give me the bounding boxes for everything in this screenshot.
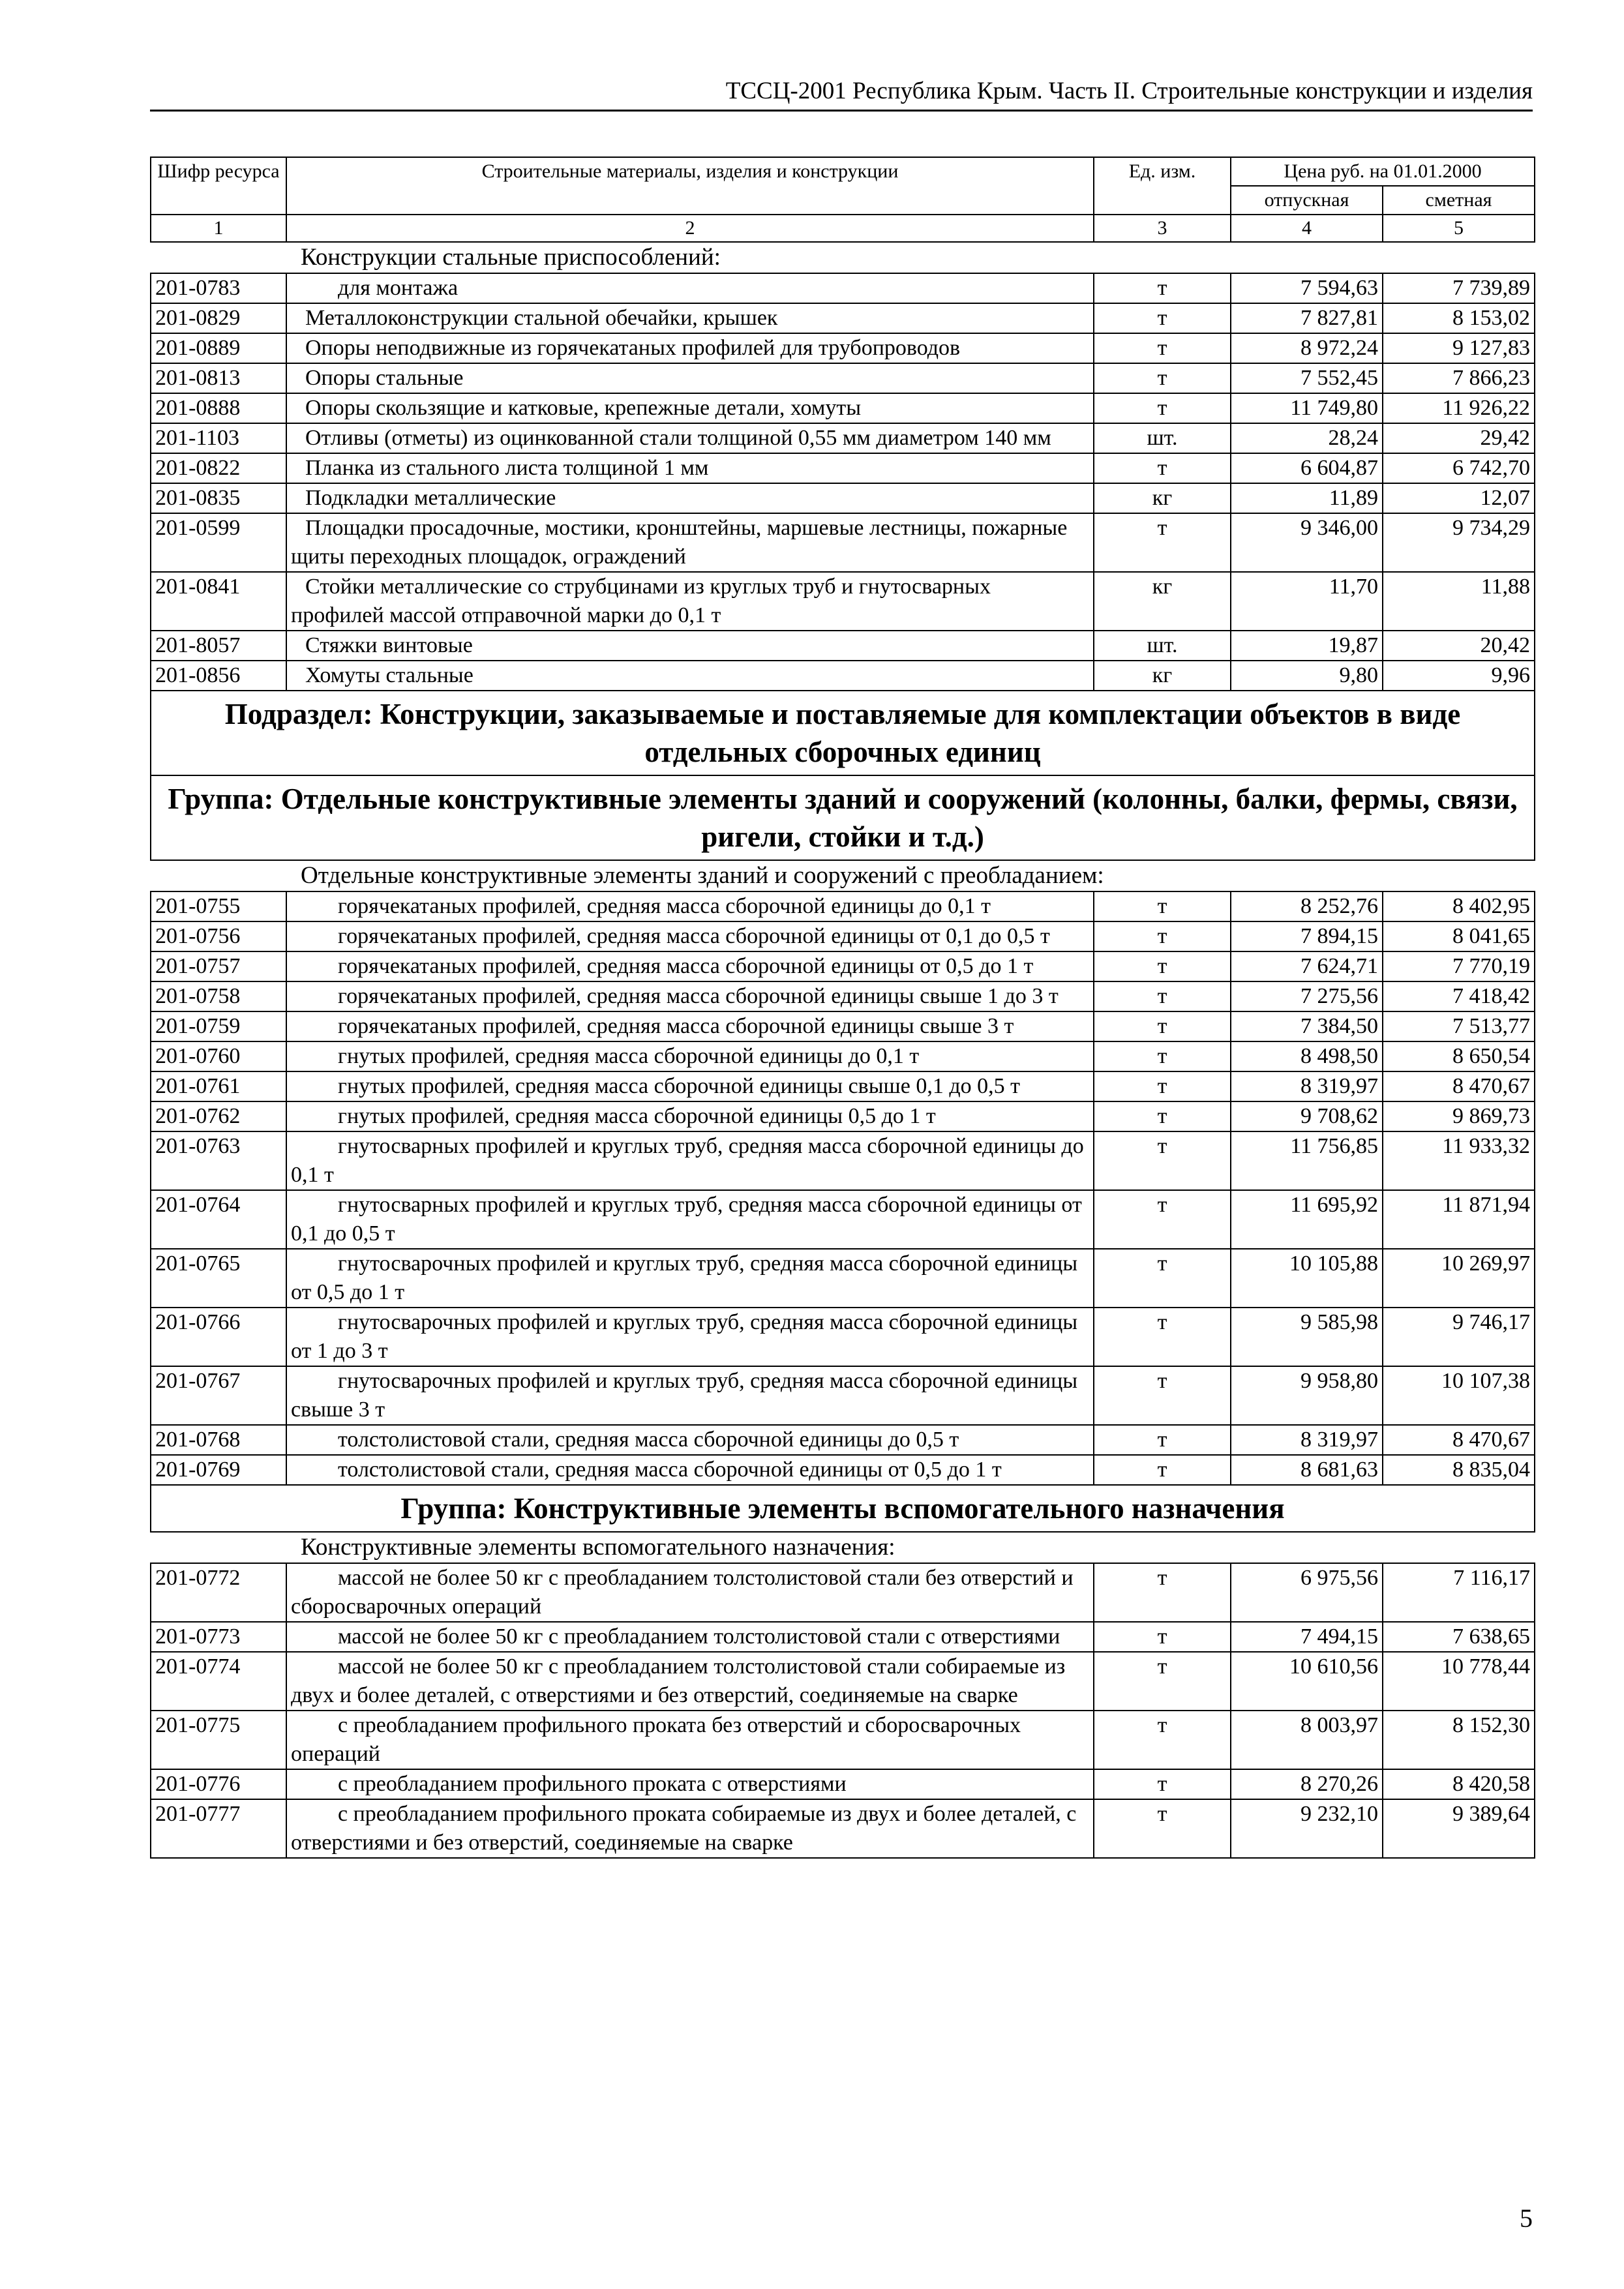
table-row [151,1190,1535,1249]
category-row [151,242,1535,273]
release-price: 7 894,15 [1231,921,1383,951]
table-row [151,981,1535,1011]
estimate-price: 8 153,02 [1383,303,1535,333]
section-heading: Группа: Конструктивные элементы вспомогательного назначения [151,1485,1535,1532]
resource-code: 201-8057 [151,631,286,661]
release-price: 9 958,80 [1231,1366,1383,1425]
estimate-price: 9 734,29 [1383,513,1535,572]
release-price: 7 384,50 [1231,1011,1383,1041]
release-price: 7 552,45 [1231,363,1383,393]
estimate-price: 8 402,95 [1383,891,1535,921]
resource-name-cell [286,513,1094,572]
release-price: 8 681,63 [1231,1455,1383,1485]
release-price: 8 252,76 [1231,891,1383,921]
resource-code: 201-0757 [151,951,286,981]
table-row [151,572,1535,631]
table-row [151,1071,1535,1101]
release-price: 8 003,97 [1231,1711,1383,1769]
table-row [151,1563,1535,1622]
resource-name-cell [286,483,1094,513]
resource-code: 201-0762 [151,1101,286,1131]
table-row [151,631,1535,661]
table-row [151,891,1535,921]
resource-name-cell [286,423,1094,453]
resource-code: 201-0775 [151,1711,286,1769]
category-row [151,860,1535,891]
unit: кг [1094,661,1231,691]
release-price: 8 498,50 [1231,1041,1383,1071]
resource-name: Планка из стального листа толщиной 1 мм [305,456,709,480]
resource-name-cell [286,1455,1094,1485]
resource-name: Металлоконструкции стальной обечайки, крышек [305,306,778,330]
unit: т [1094,1366,1231,1425]
resource-name: гнутосварочных профилей и круглых труб, средняя масса сборочной единицы свыше 3 т [291,1369,1078,1422]
unit: т [1094,1769,1231,1799]
estimate-price: 10 778,44 [1383,1652,1535,1711]
release-price: 9 232,10 [1231,1799,1383,1858]
unit: т [1094,921,1231,951]
resource-name: Площадки просадочные, мостики, кронштейны, маршевые лестницы, пожарные щиты переходных площадок, ограждений [291,516,1068,569]
resource-name-cell [286,631,1094,661]
estimate-price: 9,96 [1383,661,1535,691]
resource-code: 201-0760 [151,1041,286,1071]
estimate-price: 10 107,38 [1383,1366,1535,1425]
resource-name-cell [286,951,1094,981]
resource-name-cell [286,891,1094,921]
column-number: 4 [1231,215,1383,242]
resource-name: горячекатаных профилей, средняя масса сборочной единицы от 0,5 до 1 т [338,954,1034,978]
table-row [151,453,1535,483]
table-row [151,1249,1535,1308]
unit: т [1094,1308,1231,1366]
resource-name-cell [286,1652,1094,1711]
estimate-price: 8 650,54 [1383,1041,1535,1071]
column-number: 2 [286,215,1094,242]
resource-name: с преобладанием профильного проката с отверстиями [338,1772,847,1796]
unit: т [1094,453,1231,483]
estimate-price: 12,07 [1383,483,1535,513]
unit: т [1094,303,1231,333]
table-row [151,513,1535,572]
unit: шт. [1094,631,1231,661]
release-price: 7 275,56 [1231,981,1383,1011]
unit: кг [1094,483,1231,513]
resource-code: 201-0773 [151,1622,286,1652]
release-price: 8 319,97 [1231,1071,1383,1101]
estimate-price: 8 152,30 [1383,1711,1535,1769]
resource-name: гнутых профилей, средняя масса сборочной единицы до 0,1 т [338,1044,920,1068]
estimate-price: 11 871,94 [1383,1190,1535,1249]
release-price: 8 270,26 [1231,1769,1383,1799]
resource-name-cell [286,453,1094,483]
header-title: ТССЦ-2001 Республика Крым. Часть II. Строительные конструкции и изделия [725,78,1533,104]
resource-name-cell [286,921,1094,951]
release-price: 10 610,56 [1231,1652,1383,1711]
release-price: 9,80 [1231,661,1383,691]
column-number: 3 [1094,215,1231,242]
estimate-price: 11 933,32 [1383,1131,1535,1190]
resource-name-cell [286,303,1094,333]
resource-name-cell [286,1769,1094,1799]
estimate-price: 9 127,83 [1383,333,1535,363]
estimate-price: 11,88 [1383,572,1535,631]
estimate-price: 9 389,64 [1383,1799,1535,1858]
release-price: 11,70 [1231,572,1383,631]
unit: кг [1094,572,1231,631]
table-header-row [151,157,1535,186]
page-number: 5 [1520,2204,1533,2233]
resource-code: 201-0822 [151,453,286,483]
resource-code: 201-0755 [151,891,286,921]
resource-code: 201-0599 [151,513,286,572]
unit: т [1094,1249,1231,1308]
column-number: 5 [1383,215,1535,242]
resource-name-cell [286,1011,1094,1041]
estimate-price: 9 869,73 [1383,1101,1535,1131]
release-price: 8 319,97 [1231,1425,1383,1455]
running-header [150,77,1533,112]
resource-name: толстолистовой стали, средняя масса сборочной единицы от 0,5 до 1 т [338,1458,1002,1482]
resource-name-cell [286,333,1094,363]
col-header-price: Цена руб. на 01.01.2000 [1231,157,1535,186]
col-header-name: Строительные материалы, изделия и конструкции [286,157,1094,215]
estimate-price: 7 866,23 [1383,363,1535,393]
resource-name-cell [286,1101,1094,1131]
release-price: 6 975,56 [1231,1563,1383,1622]
release-price: 9 346,00 [1231,513,1383,572]
resource-code: 201-0829 [151,303,286,333]
release-price: 9 708,62 [1231,1101,1383,1131]
estimate-price: 7 770,19 [1383,951,1535,981]
unit: т [1094,1455,1231,1485]
release-price: 7 624,71 [1231,951,1383,981]
unit: т [1094,273,1231,303]
resource-name: толстолистовой стали, средняя масса сборочной единицы до 0,5 т [338,1428,959,1452]
estimate-price: 8 470,67 [1383,1425,1535,1455]
resource-code: 201-1103 [151,423,286,453]
resource-name: Стойки металлические со струбцинами из круглых труб и гнутосварных профилей массой отправочной марки до 0,1 т [291,575,991,627]
unit: т [1094,1563,1231,1622]
resource-code: 201-0759 [151,1011,286,1041]
resource-code: 201-0783 [151,273,286,303]
category-title: Конструкции стальные приспособлений: [151,242,1535,273]
release-price: 11,89 [1231,483,1383,513]
unit: т [1094,393,1231,423]
unit: т [1094,1011,1231,1041]
table-row [151,423,1535,453]
section-heading: Подраздел: Конструкции, заказываемые и поставляемые для комплектации объектов в виде отдельных сборочных единиц [151,691,1535,775]
resource-code: 201-0772 [151,1563,286,1622]
table-row [151,951,1535,981]
unit: т [1094,1071,1231,1101]
resource-name: для монтажа [338,276,459,300]
table-row [151,1041,1535,1071]
resource-name: гнутосварочных профилей и круглых труб, средняя масса сборочной единицы от 0,5 до 1 т [291,1251,1078,1304]
release-price: 7 827,81 [1231,303,1383,333]
unit: т [1094,363,1231,393]
unit: т [1094,951,1231,981]
section-heading-row [151,691,1535,775]
resource-name-cell [286,1711,1094,1769]
unit: т [1094,333,1231,363]
category-row [151,1532,1535,1563]
resource-name-cell [286,1563,1094,1622]
resource-name: горячекатаных профилей, средняя масса сборочной единицы свыше 3 т [338,1014,1014,1038]
resource-name-cell [286,1041,1094,1071]
table-row [151,303,1535,333]
category-title: Конструктивные элементы вспомогательного назначения: [151,1532,1535,1563]
resource-name: Отливы (отметы) из оцинкованной стали толщиной 0,55 мм диаметром 140 мм [305,426,1051,450]
resource-name-cell [286,1249,1094,1308]
resource-code: 201-0889 [151,333,286,363]
resource-name: Стяжки винтовые [305,633,473,657]
table-row [151,273,1535,303]
resource-name: горячекатаных профилей, средняя масса сборочной единицы от 0,1 до 0,5 т [338,924,1050,948]
resource-name: гнутых профилей, средняя масса сборочной единицы свыше 0,1 до 0,5 т [338,1074,1020,1098]
resource-code: 201-0774 [151,1652,286,1711]
table-row [151,1131,1535,1190]
estimate-price: 7 739,89 [1383,273,1535,303]
resource-code: 201-0761 [151,1071,286,1101]
resource-name-cell [286,661,1094,691]
table-row [151,1366,1535,1425]
table-row [151,363,1535,393]
resource-name-cell [286,572,1094,631]
unit: т [1094,1425,1231,1455]
unit: т [1094,1101,1231,1131]
resource-name: массой не более 50 кг с преобладанием толстолистовой стали без отверстий и сборосварочных операций [291,1566,1074,1619]
resource-code: 201-0888 [151,393,286,423]
resource-name: горячекатаных профилей, средняя масса сборочной единицы свыше 1 до 3 т [338,984,1059,1008]
resource-code: 201-0764 [151,1190,286,1249]
resource-code: 201-0813 [151,363,286,393]
resource-code: 201-0768 [151,1425,286,1455]
resource-code: 201-0767 [151,1366,286,1425]
column-number: 1 [151,215,286,242]
resource-code: 201-0763 [151,1131,286,1190]
resource-name: гнутых профилей, средняя масса сборочной единицы 0,5 до 1 т [338,1104,936,1128]
release-price: 7 494,15 [1231,1622,1383,1652]
unit: т [1094,513,1231,572]
resource-name-cell [286,393,1094,423]
section-heading-row [151,775,1535,860]
resource-name: Опоры стальные [305,366,464,390]
estimate-price: 8 041,65 [1383,921,1535,951]
table-row [151,1455,1535,1485]
unit: т [1094,1041,1231,1071]
resource-name: гнутосварных профилей и круглых труб, средняя масса сборочной единицы до 0,1 т [291,1134,1084,1187]
resource-name-cell [286,1071,1094,1101]
table-row [151,1652,1535,1711]
resource-code: 201-0777 [151,1799,286,1858]
col-header-code: Шифр ресурса [151,157,286,215]
release-price: 28,24 [1231,423,1383,453]
resource-name-cell [286,1366,1094,1425]
section-heading-row [151,1485,1535,1532]
estimate-price: 7 513,77 [1383,1011,1535,1041]
resource-name-cell [286,981,1094,1011]
unit: т [1094,1799,1231,1858]
column-number-row [151,215,1535,242]
estimate-price: 20,42 [1383,631,1535,661]
resource-code: 201-0756 [151,921,286,951]
category-title: Отдельные конструктивные элементы зданий и сооружений с преобладанием: [151,860,1535,891]
resource-code: 201-0776 [151,1769,286,1799]
resource-name: Хомуты стальные [305,663,474,687]
resource-code: 201-0856 [151,661,286,691]
table-row [151,1011,1535,1041]
release-price: 9 585,98 [1231,1308,1383,1366]
resource-name: массой не более 50 кг с преобладанием толстолистовой стали собираемые из двух и более деталей, с отверстиями и без отверстий, соединяемые на сварке [291,1654,1066,1707]
price-table [150,157,1535,1859]
col-header-release-price: отпускная [1231,186,1383,215]
release-price: 19,87 [1231,631,1383,661]
unit: т [1094,981,1231,1011]
release-price: 6 604,87 [1231,453,1383,483]
table-row [151,1799,1535,1858]
estimate-price: 8 835,04 [1383,1455,1535,1485]
resource-code: 201-0766 [151,1308,286,1366]
unit: шт. [1094,423,1231,453]
unit: т [1094,1622,1231,1652]
estimate-price: 7 638,65 [1383,1622,1535,1652]
resource-name-cell [286,1190,1094,1249]
resource-code: 201-0835 [151,483,286,513]
resource-name-cell [286,1425,1094,1455]
table-row [151,1308,1535,1366]
unit: т [1094,1652,1231,1711]
resource-code: 201-0769 [151,1455,286,1485]
estimate-price: 11 926,22 [1383,393,1535,423]
resource-code: 201-0765 [151,1249,286,1308]
resource-name-cell [286,273,1094,303]
unit: т [1094,891,1231,921]
section-heading: Группа: Отдельные конструктивные элементы зданий и сооружений (колонны, балки, фермы, связи, ригели, стойки и т.д.) [151,775,1535,860]
estimate-price: 7 418,42 [1383,981,1535,1011]
resource-name: гнутосварных профилей и круглых труб, средняя масса сборочной единицы от 0,1 до 0,5 т [291,1193,1082,1246]
table-row [151,661,1535,691]
release-price: 11 749,80 [1231,393,1383,423]
table-row [151,1622,1535,1652]
table-body [151,242,1535,1858]
estimate-price: 8 420,58 [1383,1769,1535,1799]
release-price: 8 972,24 [1231,333,1383,363]
table-row [151,1711,1535,1769]
release-price: 7 594,63 [1231,273,1383,303]
estimate-price: 29,42 [1383,423,1535,453]
estimate-price: 6 742,70 [1383,453,1535,483]
estimate-price: 10 269,97 [1383,1249,1535,1308]
release-price: 10 105,88 [1231,1249,1383,1308]
estimate-price: 8 470,67 [1383,1071,1535,1101]
unit: т [1094,1190,1231,1249]
resource-name: Подкладки металлические [305,486,556,510]
table-row [151,393,1535,423]
estimate-price: 9 746,17 [1383,1308,1535,1366]
unit: т [1094,1711,1231,1769]
col-header-estimate-price: сметная [1383,186,1535,215]
estimate-price: 7 116,17 [1383,1563,1535,1622]
unit: т [1094,1131,1231,1190]
table-row [151,1425,1535,1455]
resource-code: 201-0841 [151,572,286,631]
resource-name-cell [286,1131,1094,1190]
resource-name-cell [286,1799,1094,1858]
col-header-unit: Ед. изм. [1094,157,1231,215]
table-row [151,1101,1535,1131]
resource-name: с преобладанием профильного проката собираемые из двух и более деталей, с отверстиями и без отверстий, соединяемые на сварке [291,1802,1077,1855]
resource-name-cell [286,1308,1094,1366]
resource-name-cell [286,363,1094,393]
resource-name: Опоры неподвижные из горячекатаных профилей для трубопроводов [305,336,961,360]
resource-code: 201-0758 [151,981,286,1011]
resource-name: с преобладанием профильного проката без отверстий и сборосварочных операций [291,1713,1021,1766]
table-head [151,157,1535,242]
resource-name: гнутосварочных профилей и круглых труб, средняя масса сборочной единицы от 1 до 3 т [291,1310,1078,1363]
table-row [151,333,1535,363]
table-row [151,921,1535,951]
resource-name: горячекатаных профилей, средняя масса сборочной единицы до 0,1 т [338,894,991,918]
resource-name-cell [286,1622,1094,1652]
table-row [151,1769,1535,1799]
release-price: 11 695,92 [1231,1190,1383,1249]
resource-name: массой не более 50 кг с преобладанием толстолистовой стали с отверстиями [338,1624,1060,1649]
resource-name: Опоры скользящие и катковые, крепежные детали, хомуты [305,396,862,420]
table-row [151,483,1535,513]
release-price: 11 756,85 [1231,1131,1383,1190]
